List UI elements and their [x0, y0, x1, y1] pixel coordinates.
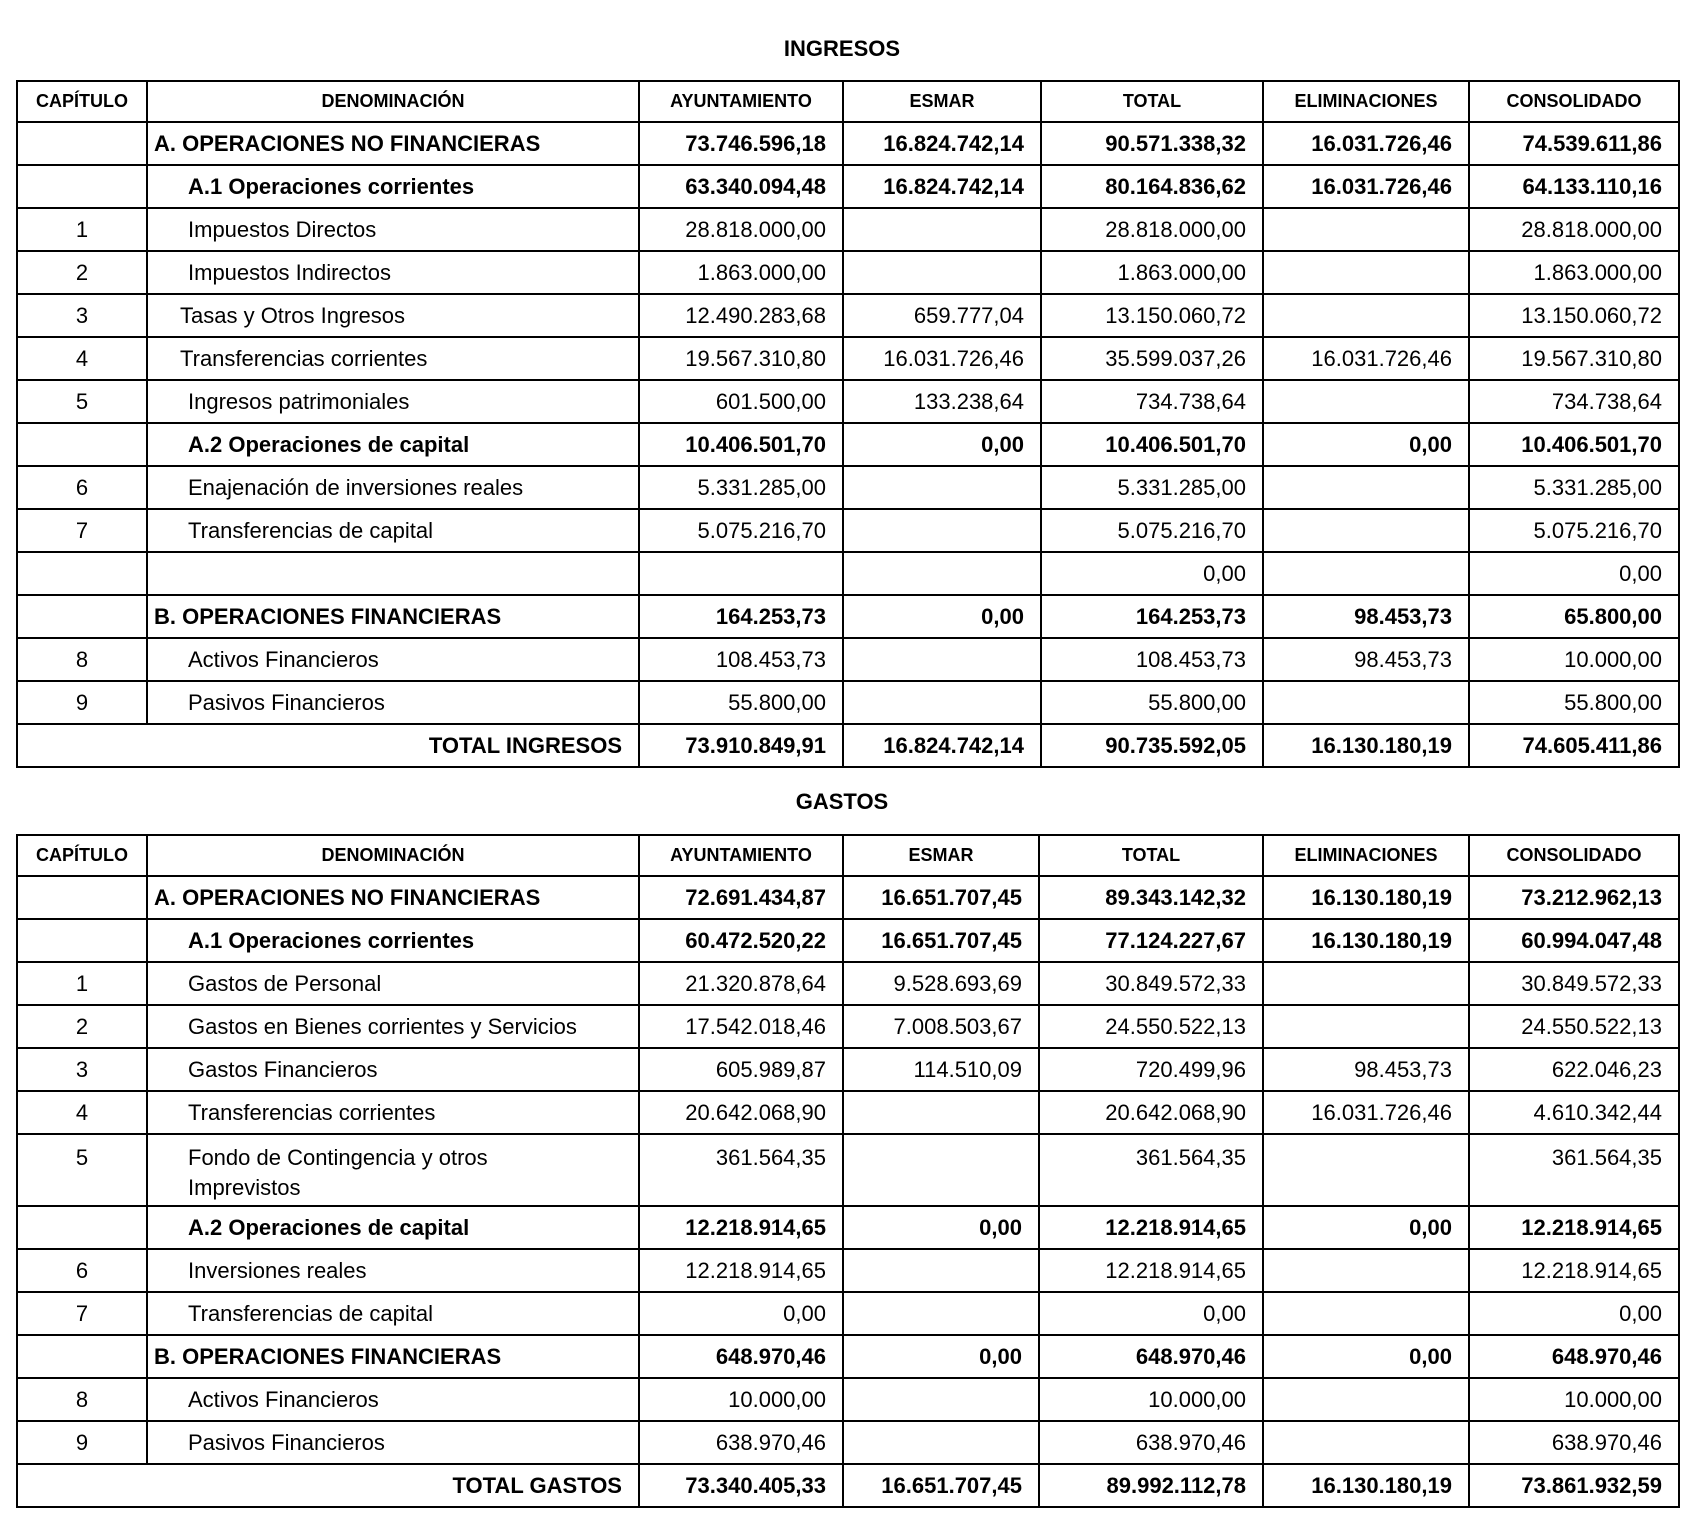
cell-esmar: 114.510,09 — [843, 1048, 1039, 1091]
header-consolidado: CONSOLIDADO — [1469, 81, 1679, 122]
cell-eliminaciones — [1263, 1378, 1469, 1421]
cell-total: 10.406.501,70 — [1041, 423, 1263, 466]
header-eliminaciones: ELIMINACIONES — [1263, 81, 1469, 122]
table-row — [17, 1421, 1679, 1464]
cell-total: 108.453,73 — [1041, 638, 1263, 681]
cell-total: 90.571.338,32 — [1041, 122, 1263, 165]
cell-capitulo: 9 — [17, 681, 147, 724]
cell-capitulo: 7 — [17, 1292, 147, 1335]
cell-consolidado: 55.800,00 — [1469, 681, 1679, 724]
cell-eliminaciones: 16.130.180,19 — [1263, 876, 1469, 919]
table-row — [17, 1249, 1679, 1292]
cell-ayuntamiento: 648.970,46 — [639, 1335, 843, 1378]
cell-ayuntamiento: 21.320.878,64 — [639, 962, 843, 1005]
cell-capitulo: 4 — [17, 1091, 147, 1134]
cell-denominacion: A. OPERACIONES NO FINANCIERAS — [147, 122, 639, 165]
total-consolidado: 74.605.411,86 — [1469, 724, 1679, 767]
total-ingresos-label: TOTAL INGRESOS — [17, 724, 639, 767]
cell-total: 734.738,64 — [1041, 380, 1263, 423]
cell-consolidado: 64.133.110,16 — [1469, 165, 1679, 208]
cell-ayuntamiento: 63.340.094,48 — [639, 165, 843, 208]
cell-denominacion: B. OPERACIONES FINANCIERAS — [147, 595, 639, 638]
cell-consolidado: 12.218.914,65 — [1469, 1249, 1679, 1292]
table-row — [17, 208, 1679, 251]
total-row — [17, 1464, 1679, 1507]
cell-total: 12.218.914,65 — [1039, 1249, 1263, 1292]
header-total: TOTAL — [1039, 835, 1263, 876]
cell-capitulo — [17, 552, 147, 595]
cell-total: 10.000,00 — [1039, 1378, 1263, 1421]
cell-ayuntamiento: 10.406.501,70 — [639, 423, 843, 466]
table-row — [17, 294, 1679, 337]
cell-ayuntamiento: 10.000,00 — [639, 1378, 843, 1421]
cell-consolidado: 19.567.310,80 — [1469, 337, 1679, 380]
cell-capitulo — [17, 122, 147, 165]
cell-consolidado: 60.994.047,48 — [1469, 919, 1679, 962]
total-ayuntamiento: 73.340.405,33 — [639, 1464, 843, 1507]
cell-eliminaciones — [1263, 380, 1469, 423]
cell-capitulo — [17, 919, 147, 962]
header-ayuntamiento: AYUNTAMIENTO — [639, 835, 843, 876]
cell-denominacion: Inversiones reales — [147, 1249, 639, 1292]
cell-ayuntamiento: 164.253,73 — [639, 595, 843, 638]
cell-consolidado: 1.863.000,00 — [1469, 251, 1679, 294]
header-esmar: ESMAR — [843, 81, 1041, 122]
table-row — [17, 380, 1679, 423]
total-esmar: 16.824.742,14 — [843, 724, 1041, 767]
cell-consolidado: 10.406.501,70 — [1469, 423, 1679, 466]
cell-esmar — [843, 1249, 1039, 1292]
cell-esmar: 16.651.707,45 — [843, 919, 1039, 962]
cell-total: 89.343.142,32 — [1039, 876, 1263, 919]
cell-capitulo: 7 — [17, 509, 147, 552]
cell-eliminaciones: 16.130.180,19 — [1263, 919, 1469, 962]
cell-total: 55.800,00 — [1041, 681, 1263, 724]
cell-esmar — [843, 208, 1041, 251]
cell-denominacion: B. OPERACIONES FINANCIERAS — [147, 1335, 639, 1378]
cell-consolidado: 5.331.285,00 — [1469, 466, 1679, 509]
gastos-table — [16, 834, 1680, 1508]
cell-capitulo — [17, 1335, 147, 1378]
cell-capitulo: 6 — [17, 466, 147, 509]
cell-capitulo — [17, 595, 147, 638]
header-ayuntamiento: AYUNTAMIENTO — [639, 81, 843, 122]
cell-esmar — [843, 1134, 1039, 1206]
table-row — [17, 876, 1679, 919]
cell-ayuntamiento: 605.989,87 — [639, 1048, 843, 1091]
cell-esmar: 16.031.726,46 — [843, 337, 1041, 380]
cell-eliminaciones — [1263, 294, 1469, 337]
cell-denominacion: Fondo de Contingencia y otros Imprevistos — [147, 1134, 639, 1206]
cell-consolidado: 12.218.914,65 — [1469, 1206, 1679, 1249]
cell-eliminaciones — [1263, 681, 1469, 724]
cell-denominacion: Impuestos Directos — [147, 208, 639, 251]
table-row — [17, 1005, 1679, 1048]
cell-total: 720.499,96 — [1039, 1048, 1263, 1091]
cell-capitulo: 1 — [17, 962, 147, 1005]
cell-consolidado: 74.539.611,86 — [1469, 122, 1679, 165]
cell-denominacion: Gastos de Personal — [147, 962, 639, 1005]
cell-ayuntamiento: 20.642.068,90 — [639, 1091, 843, 1134]
cell-capitulo: 5 — [17, 380, 147, 423]
cell-denominacion: A. OPERACIONES NO FINANCIERAS — [147, 876, 639, 919]
cell-capitulo: 3 — [17, 294, 147, 337]
cell-eliminaciones: 98.453,73 — [1263, 595, 1469, 638]
cell-capitulo: 8 — [17, 638, 147, 681]
cell-consolidado: 28.818.000,00 — [1469, 208, 1679, 251]
cell-capitulo — [17, 423, 147, 466]
cell-ayuntamiento — [639, 552, 843, 595]
cell-capitulo: 2 — [17, 1005, 147, 1048]
cell-consolidado: 4.610.342,44 — [1469, 1091, 1679, 1134]
cell-total: 12.218.914,65 — [1039, 1206, 1263, 1249]
cell-denominacion: Impuestos Indirectos — [147, 251, 639, 294]
table-row — [17, 638, 1679, 681]
cell-denominacion: Pasivos Financieros — [147, 681, 639, 724]
table-row — [17, 1091, 1679, 1134]
table-row — [17, 552, 1679, 595]
cell-denominacion: Activos Financieros — [147, 638, 639, 681]
cell-consolidado: 361.564,35 — [1469, 1134, 1679, 1206]
cell-esmar — [843, 1091, 1039, 1134]
cell-denominacion: Ingresos patrimoniales — [147, 380, 639, 423]
cell-ayuntamiento: 0,00 — [639, 1292, 843, 1335]
cell-total: 77.124.227,67 — [1039, 919, 1263, 962]
cell-consolidado: 0,00 — [1469, 1292, 1679, 1335]
cell-denominacion: Transferencias de capital — [147, 1292, 639, 1335]
cell-total: 20.642.068,90 — [1039, 1091, 1263, 1134]
cell-eliminaciones: 0,00 — [1263, 1206, 1469, 1249]
cell-ayuntamiento: 1.863.000,00 — [639, 251, 843, 294]
cell-consolidado: 24.550.522,13 — [1469, 1005, 1679, 1048]
cell-ayuntamiento: 601.500,00 — [639, 380, 843, 423]
cell-esmar: 0,00 — [843, 423, 1041, 466]
table-row — [17, 919, 1679, 962]
table-row — [17, 1134, 1679, 1206]
total-consolidado: 73.861.932,59 — [1469, 1464, 1679, 1507]
cell-consolidado: 10.000,00 — [1469, 1378, 1679, 1421]
cell-total: 0,00 — [1041, 552, 1263, 595]
cell-eliminaciones: 98.453,73 — [1263, 1048, 1469, 1091]
cell-esmar: 16.824.742,14 — [843, 122, 1041, 165]
total-row — [17, 724, 1679, 767]
cell-eliminaciones — [1263, 466, 1469, 509]
cell-consolidado: 13.150.060,72 — [1469, 294, 1679, 337]
cell-esmar: 133.238,64 — [843, 380, 1041, 423]
cell-total: 164.253,73 — [1041, 595, 1263, 638]
cell-esmar — [843, 638, 1041, 681]
cell-ayuntamiento: 5.075.216,70 — [639, 509, 843, 552]
ingresos-title: INGRESOS — [783, 36, 901, 61]
table-row — [17, 1378, 1679, 1421]
cell-total: 28.818.000,00 — [1041, 208, 1263, 251]
cell-ayuntamiento: 19.567.310,80 — [639, 337, 843, 380]
cell-ayuntamiento: 17.542.018,46 — [639, 1005, 843, 1048]
table-row — [17, 423, 1679, 466]
cell-esmar: 0,00 — [843, 595, 1041, 638]
cell-eliminaciones: 98.453,73 — [1263, 638, 1469, 681]
cell-eliminaciones — [1263, 1134, 1469, 1206]
cell-denominacion: Enajenación de inversiones reales — [147, 466, 639, 509]
cell-consolidado: 65.800,00 — [1469, 595, 1679, 638]
cell-total: 13.150.060,72 — [1041, 294, 1263, 337]
cell-esmar — [843, 681, 1041, 724]
cell-eliminaciones — [1263, 1005, 1469, 1048]
cell-total: 30.849.572,33 — [1039, 962, 1263, 1005]
cell-total: 24.550.522,13 — [1039, 1005, 1263, 1048]
cell-denominacion: A.1 Operaciones corrientes — [147, 165, 639, 208]
header-esmar: ESMAR — [843, 835, 1039, 876]
cell-eliminaciones — [1263, 1421, 1469, 1464]
total-eliminaciones: 16.130.180,19 — [1263, 724, 1469, 767]
cell-ayuntamiento: 361.564,35 — [639, 1134, 843, 1206]
total-gastos-label: TOTAL GASTOS — [17, 1464, 639, 1507]
header-consolidado: CONSOLIDADO — [1469, 835, 1679, 876]
cell-capitulo: 2 — [17, 251, 147, 294]
table-row — [17, 251, 1679, 294]
cell-esmar — [843, 1292, 1039, 1335]
cell-esmar — [843, 1421, 1039, 1464]
cell-eliminaciones — [1263, 509, 1469, 552]
cell-total: 0,00 — [1039, 1292, 1263, 1335]
cell-capitulo: 8 — [17, 1378, 147, 1421]
cell-capitulo: 6 — [17, 1249, 147, 1292]
total-total: 89.992.112,78 — [1039, 1464, 1263, 1507]
cell-eliminaciones — [1263, 208, 1469, 251]
table-row — [17, 681, 1679, 724]
cell-consolidado: 10.000,00 — [1469, 638, 1679, 681]
header-capitulo: CAPÍTULO — [17, 835, 147, 876]
table-row — [17, 122, 1679, 165]
cell-total: 648.970,46 — [1039, 1335, 1263, 1378]
cell-capitulo: 1 — [17, 208, 147, 251]
cell-eliminaciones: 16.031.726,46 — [1263, 165, 1469, 208]
header-denominacion: DENOMINACIÓN — [147, 835, 639, 876]
cell-denominacion: Gastos Financieros — [147, 1048, 639, 1091]
table-row — [17, 1292, 1679, 1335]
cell-esmar — [843, 509, 1041, 552]
cell-denominacion: Transferencias de capital — [147, 509, 639, 552]
header-total: TOTAL — [1041, 81, 1263, 122]
cell-capitulo — [17, 165, 147, 208]
cell-esmar — [843, 552, 1041, 595]
table-row — [17, 466, 1679, 509]
table-row — [17, 337, 1679, 380]
cell-esmar: 9.528.693,69 — [843, 962, 1039, 1005]
cell-total: 5.075.216,70 — [1041, 509, 1263, 552]
cell-ayuntamiento: 108.453,73 — [639, 638, 843, 681]
cell-total: 1.863.000,00 — [1041, 251, 1263, 294]
cell-consolidado: 734.738,64 — [1469, 380, 1679, 423]
cell-ayuntamiento: 5.331.285,00 — [639, 466, 843, 509]
total-eliminaciones: 16.130.180,19 — [1263, 1464, 1469, 1507]
cell-ayuntamiento: 28.818.000,00 — [639, 208, 843, 251]
cell-consolidado: 73.212.962,13 — [1469, 876, 1679, 919]
header-capitulo: CAPÍTULO — [17, 81, 147, 122]
cell-denominacion: Tasas y Otros Ingresos — [147, 294, 639, 337]
cell-eliminaciones — [1263, 251, 1469, 294]
cell-denominacion: A.1 Operaciones corrientes — [147, 919, 639, 962]
cell-consolidado: 622.046,23 — [1469, 1048, 1679, 1091]
cell-esmar: 0,00 — [843, 1335, 1039, 1378]
cell-eliminaciones — [1263, 1249, 1469, 1292]
table-row — [17, 595, 1679, 638]
table-row — [17, 1206, 1679, 1249]
cell-denominacion: Transferencias corrientes — [147, 1091, 639, 1134]
cell-eliminaciones — [1263, 1292, 1469, 1335]
cell-total: 80.164.836,62 — [1041, 165, 1263, 208]
cell-eliminaciones: 16.031.726,46 — [1263, 337, 1469, 380]
table-row — [17, 509, 1679, 552]
cell-total: 361.564,35 — [1039, 1134, 1263, 1206]
cell-total: 5.331.285,00 — [1041, 466, 1263, 509]
header-denominacion: DENOMINACIÓN — [147, 81, 639, 122]
table-header-row — [17, 81, 1679, 122]
gastos-title: GASTOS — [795, 789, 889, 814]
cell-capitulo: 3 — [17, 1048, 147, 1091]
table-row — [17, 1048, 1679, 1091]
cell-denominacion: Activos Financieros — [147, 1378, 639, 1421]
cell-eliminaciones — [1263, 552, 1469, 595]
cell-total: 638.970,46 — [1039, 1421, 1263, 1464]
cell-esmar: 659.777,04 — [843, 294, 1041, 337]
cell-ayuntamiento: 73.746.596,18 — [639, 122, 843, 165]
cell-denominacion: Transferencias corrientes — [147, 337, 639, 380]
cell-ayuntamiento: 12.218.914,65 — [639, 1206, 843, 1249]
table-row — [17, 165, 1679, 208]
cell-consolidado: 638.970,46 — [1469, 1421, 1679, 1464]
cell-total: 35.599.037,26 — [1041, 337, 1263, 380]
cell-capitulo — [17, 1206, 147, 1249]
cell-capitulo — [17, 876, 147, 919]
cell-esmar — [843, 1378, 1039, 1421]
cell-ayuntamiento: 72.691.434,87 — [639, 876, 843, 919]
cell-consolidado: 30.849.572,33 — [1469, 962, 1679, 1005]
ingresos-table — [16, 80, 1680, 768]
cell-denominacion: A.2 Operaciones de capital — [147, 1206, 639, 1249]
cell-esmar: 16.824.742,14 — [843, 165, 1041, 208]
cell-esmar: 16.651.707,45 — [843, 876, 1039, 919]
cell-eliminaciones — [1263, 962, 1469, 1005]
total-ayuntamiento: 73.910.849,91 — [639, 724, 843, 767]
cell-consolidado: 0,00 — [1469, 552, 1679, 595]
table-row — [17, 1335, 1679, 1378]
cell-eliminaciones: 16.031.726,46 — [1263, 122, 1469, 165]
cell-capitulo: 9 — [17, 1421, 147, 1464]
cell-esmar — [843, 251, 1041, 294]
cell-denominacion: Pasivos Financieros — [147, 1421, 639, 1464]
cell-ayuntamiento: 60.472.520,22 — [639, 919, 843, 962]
table-header-row — [17, 835, 1679, 876]
header-eliminaciones: ELIMINACIONES — [1263, 835, 1469, 876]
cell-eliminaciones: 0,00 — [1263, 423, 1469, 466]
cell-ayuntamiento: 12.490.283,68 — [639, 294, 843, 337]
cell-denominacion — [147, 552, 639, 595]
cell-consolidado: 5.075.216,70 — [1469, 509, 1679, 552]
cell-ayuntamiento: 55.800,00 — [639, 681, 843, 724]
cell-esmar: 0,00 — [843, 1206, 1039, 1249]
total-total: 90.735.592,05 — [1041, 724, 1263, 767]
table-row — [17, 962, 1679, 1005]
cell-ayuntamiento: 638.970,46 — [639, 1421, 843, 1464]
cell-denominacion: A.2 Operaciones de capital — [147, 423, 639, 466]
cell-capitulo: 4 — [17, 337, 147, 380]
cell-capitulo: 5 — [17, 1134, 147, 1206]
cell-esmar — [843, 466, 1041, 509]
cell-consolidado: 648.970,46 — [1469, 1335, 1679, 1378]
cell-eliminaciones: 16.031.726,46 — [1263, 1091, 1469, 1134]
cell-eliminaciones: 0,00 — [1263, 1335, 1469, 1378]
total-esmar: 16.651.707,45 — [843, 1464, 1039, 1507]
cell-ayuntamiento: 12.218.914,65 — [639, 1249, 843, 1292]
cell-denominacion: Gastos en Bienes corrientes y Servicios — [147, 1005, 639, 1048]
cell-esmar: 7.008.503,67 — [843, 1005, 1039, 1048]
